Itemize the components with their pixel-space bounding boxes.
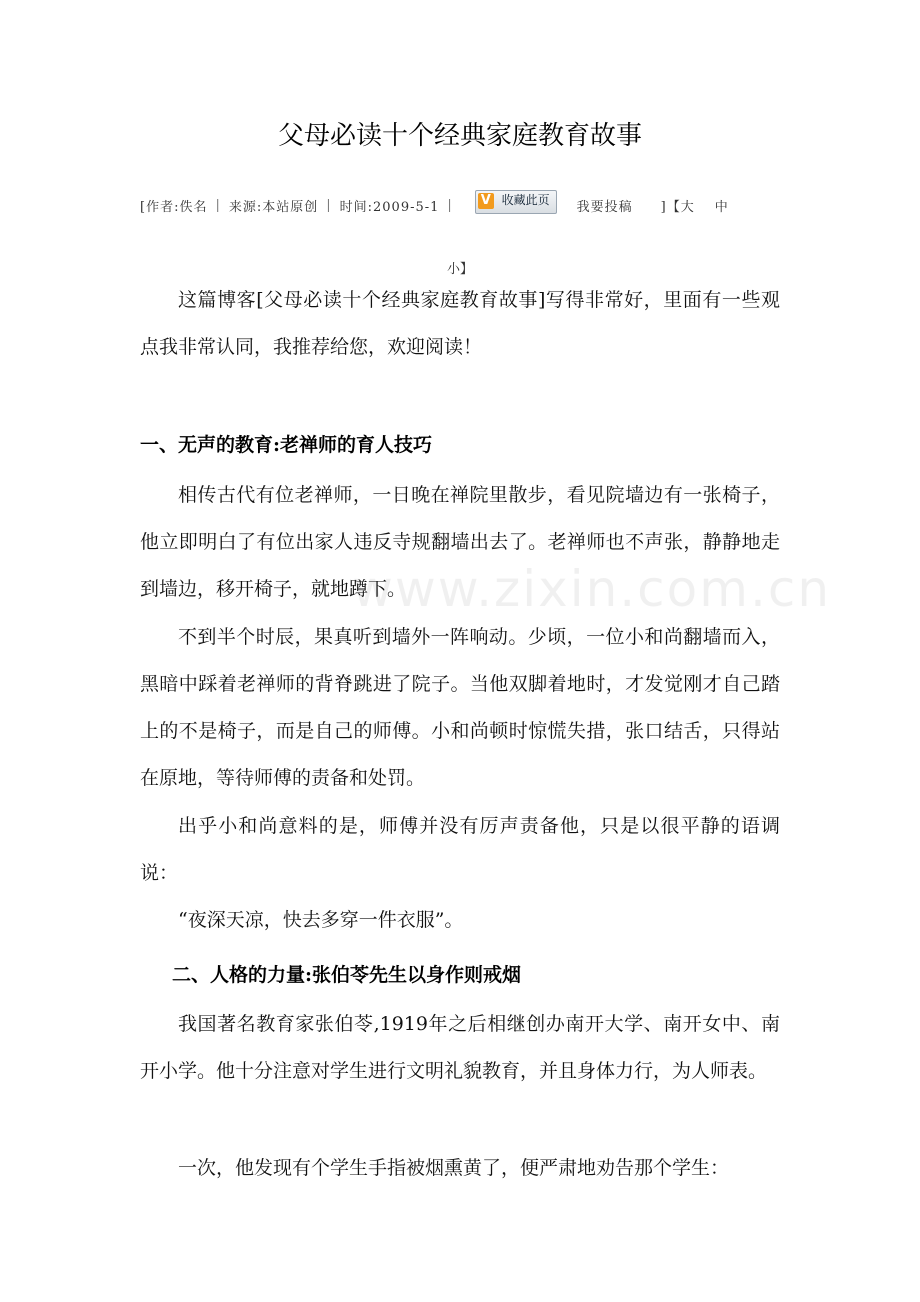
font-size-medium-link[interactable]: 中 [714,200,729,215]
meta-separator: | [447,198,453,213]
meta-separator: | [215,198,221,213]
document-title: 父母必读十个经典家庭教育故事 [277,121,642,151]
meta-separator: | [326,198,332,213]
article-meta [140,192,780,215]
favorite-page-button[interactable] [475,190,557,214]
font-size-controls [661,196,749,215]
meta-source: 来源:本站原创 [228,200,319,215]
section-heading-2: 二、人格的力量:张伯苓先生以身作则戒烟 [172,964,522,986]
meta-time: 时间:2009-5-1 [339,200,440,215]
watermark: www.zixin.com.cn [352,560,832,618]
intro-paragraph: 这篇博客[父母必读十个经典家庭教育故事]写得非常好，里面有一些观点我非常认同，我推荐给您，欢迎阅读！ [140,289,780,358]
paragraph: 相传古代有位老禅师，一日晚在禅院里散步，看见院墙边有一张椅子，他立即明白了有位出家人违反寺规翻墙出去了。老禅师也不声张，静静地走到墙边，移开椅子，就地蹲下。 [140,484,780,600]
submit-article-link[interactable]: 我要投稿 [576,200,633,215]
section-heading-1: 一、无声的教育:老禅师的育人技巧 [140,434,433,456]
paragraph: 我国著名教育家张伯苓,1919年之后相继创办南开大学、南开女中、南开小学。他十分注意对学生进行文明礼貌教育，并且身体力行，为人师表。 [140,1013,780,1082]
paragraph: 出乎小和尚意料的是，师傅并没有厉声责备他，只是以很平静的语调说： [140,815,780,884]
meta-author: [作者:佚名 [140,200,208,215]
paragraph: 一次，他发现有个学生手指被烟熏黄了，便严肃地劝告那个学生： [178,1157,730,1179]
font-size-large-link[interactable]: ]【大 [660,200,695,215]
paragraph: 不到半个时辰，果真听到墙外一阵响动。少顷，一位小和尚翻墙而入，黑暗中踩着老禅师的背脊跳进了院子。当他双脚着地时，才发觉刚才自己踏上的不是椅子，而是自己的师傅。小和尚顿时惊慌失措，张口结舌，只得站在原地，等待师傅的责备和处罚。 [140,626,780,789]
favorite-label: 收藏此页 [501,192,550,207]
v-logo-icon: V [478,193,494,209]
paragraph-quote: “夜深天凉，快去多穿一件衣服”。 [178,909,464,931]
font-size-small-link[interactable]: 小】 [446,262,473,277]
